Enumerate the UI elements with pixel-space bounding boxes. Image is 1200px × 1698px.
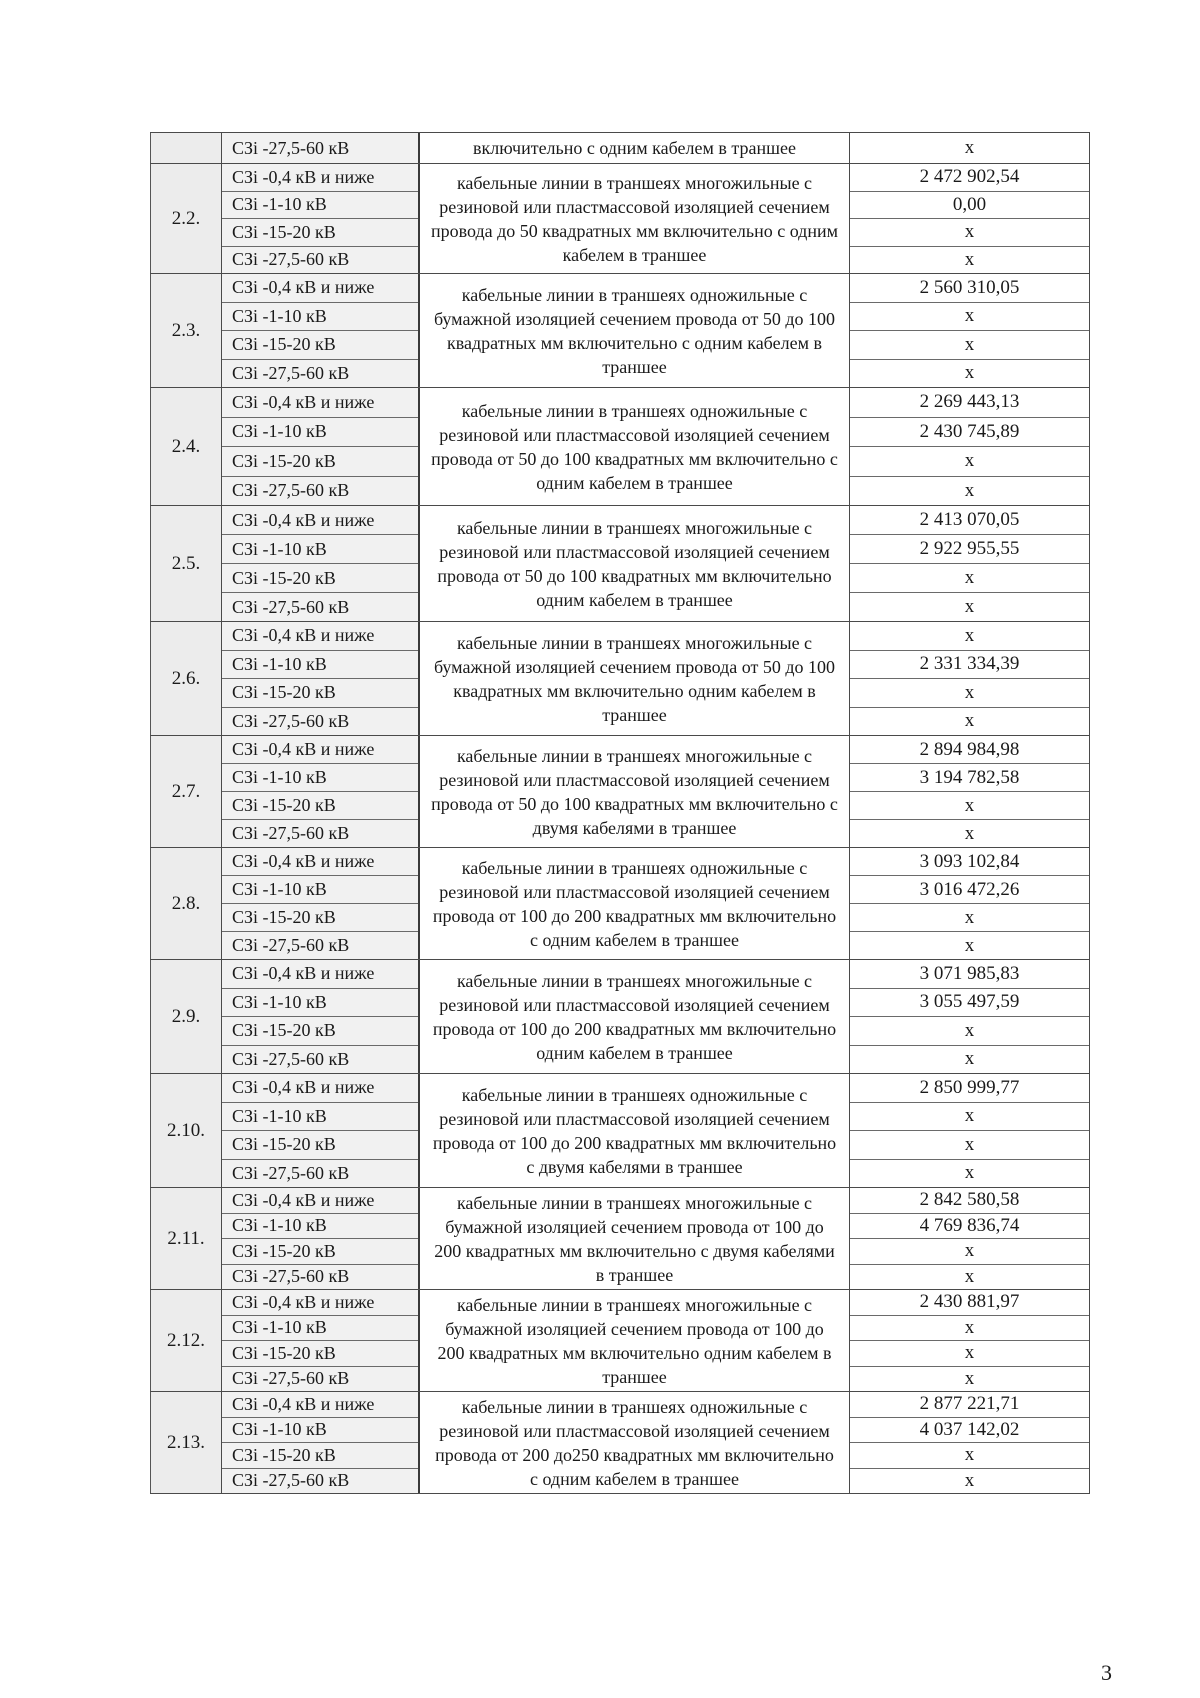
tariff-value: х bbox=[850, 447, 1089, 477]
voltage-level: СЗі -27,5-60 кВ bbox=[222, 593, 418, 621]
tariff-values bbox=[850, 1074, 1090, 1187]
voltage-level: СЗі -15-20 кВ bbox=[222, 564, 418, 593]
voltage-levels bbox=[222, 622, 420, 735]
voltage-level: СЗі -15-20 кВ bbox=[222, 447, 418, 477]
voltage-level: СЗі -15-20 кВ bbox=[222, 1443, 418, 1469]
table-body bbox=[150, 164, 1090, 1494]
tariff-value: х bbox=[850, 1103, 1089, 1132]
voltage-level: СЗі -15-20 кВ bbox=[222, 1239, 418, 1265]
tariff-value: 2 850 999,77 bbox=[850, 1074, 1089, 1103]
voltage-level: СЗі -27,5-60 кВ bbox=[222, 477, 418, 506]
voltage-level: СЗі -1-10 кВ bbox=[222, 1103, 418, 1132]
item-number: 2.7. bbox=[150, 736, 222, 847]
voltage-level: СЗі -15-20 кВ bbox=[222, 1017, 418, 1046]
voltage-level: СЗі -0,4 кВ и ниже bbox=[222, 622, 418, 651]
item-description: кабельные линии в траншеях одножильные с бумажной изоляцией сечением провода от 50 до 100 квадратных мм включительно с одним кабелем в траншее bbox=[420, 274, 850, 387]
tariff-value: 0,00 bbox=[850, 192, 1089, 220]
item-description: кабельные линии в траншеях многожильные с резиновой или пластмассовой изоляцией сечением провода от 100 до 200 квадратных мм включительно одним кабелем в траншее bbox=[420, 960, 850, 1073]
tariff-value: х bbox=[850, 679, 1089, 708]
table-row-continuation bbox=[150, 132, 1090, 164]
tariff-values bbox=[850, 848, 1090, 959]
item-description: кабельные линии в траншеях многожильные с резиновой или пластмассовой изоляцией сечением провода от 50 до 100 квадратных мм включительно с двумя кабелями в траншее bbox=[420, 736, 850, 847]
tariff-value: 4 769 836,74 bbox=[850, 1214, 1089, 1240]
voltage-levels bbox=[222, 506, 420, 621]
table-row-group bbox=[150, 164, 1090, 274]
item-number: 2.2. bbox=[150, 164, 222, 273]
tariff-value: 2 877 221,71 bbox=[850, 1392, 1089, 1418]
item-description: кабельные линии в траншеях многожильные с бумажной изоляцией сечением провода от 100 до 200 квадратных мм включительно одним кабелем в траншее bbox=[420, 1290, 850, 1391]
tariff-value: х bbox=[850, 303, 1089, 332]
voltage-level: СЗі -1-10 кВ bbox=[222, 989, 418, 1018]
voltage-levels bbox=[222, 164, 420, 273]
voltage-level: СЗі -1-10 кВ bbox=[222, 764, 418, 792]
voltage-level: СЗі -0,4 кВ и ниже bbox=[222, 388, 418, 418]
tariff-value: х bbox=[964, 362, 975, 384]
voltage-level: СЗі -1-10 кВ bbox=[222, 1316, 418, 1342]
voltage-level: СЗі -15-20 кВ bbox=[222, 1131, 418, 1160]
tariff-values bbox=[850, 960, 1090, 1073]
tariff-value: 3 055 497,59 bbox=[850, 989, 1089, 1018]
item-number: 2.12. bbox=[150, 1290, 222, 1391]
tariff-value: х bbox=[850, 622, 1089, 651]
voltage-levels bbox=[222, 1074, 420, 1187]
voltage-levels bbox=[222, 274, 420, 387]
tariff-value: 2 560 310,05 bbox=[850, 274, 1089, 303]
voltage-level: СЗі -27,5-60 кВ bbox=[222, 1265, 418, 1290]
voltage-levels bbox=[222, 736, 420, 847]
voltage-level: СЗі -1-10 кВ bbox=[222, 303, 418, 332]
tariff-value: х bbox=[850, 1443, 1089, 1469]
voltage-level: СЗі -1-10 кВ bbox=[222, 192, 418, 220]
voltage-levels bbox=[222, 848, 420, 959]
tariff-value: х bbox=[964, 1469, 975, 1491]
tariff-value: 4 037 142,02 bbox=[850, 1418, 1089, 1444]
voltage-level: СЗі -0,4 кВ и ниже bbox=[222, 736, 418, 764]
tariff-value: х bbox=[850, 219, 1089, 247]
tariff-values bbox=[850, 388, 1090, 505]
voltage-level: СЗі -1-10 кВ bbox=[222, 876, 418, 904]
voltage-level: СЗі -1-10 кВ bbox=[222, 535, 418, 564]
voltage-level: СЗі -27,5-60 кВ bbox=[222, 932, 418, 959]
voltage-level: СЗі -0,4 кВ и ниже bbox=[222, 1392, 418, 1418]
voltage-levels bbox=[222, 1188, 420, 1289]
voltage-level: СЗі -27,5-60 кВ bbox=[222, 360, 418, 388]
voltage-levels bbox=[222, 133, 420, 163]
table-row-group bbox=[150, 388, 1090, 506]
voltage-level: СЗі -15-20 кВ bbox=[222, 792, 418, 820]
tariff-value: х bbox=[850, 1017, 1089, 1046]
tariff-value: х bbox=[964, 1048, 975, 1070]
table-row-group bbox=[150, 848, 1090, 960]
item-number: 2.11. bbox=[150, 1188, 222, 1289]
tariff-value: х bbox=[964, 137, 975, 158]
voltage-level: СЗі -27,5-60 кВ bbox=[222, 708, 418, 736]
voltage-level: СЗі -0,4 кВ и ниже bbox=[222, 506, 418, 535]
voltage-level: СЗі -15-20 кВ bbox=[222, 679, 418, 708]
table-row-group bbox=[150, 622, 1090, 736]
tariff-value: х bbox=[850, 564, 1089, 593]
item-description: кабельные линии в траншеях одножильные с резиновой или пластмассовой изоляцией сечением провода от 100 до 200 квадратных мм включительно с одним кабелем в траншее bbox=[420, 848, 850, 959]
voltage-level: СЗі -27,5-60 кВ bbox=[222, 247, 418, 274]
tariff-value: 3 016 472,26 bbox=[850, 876, 1089, 904]
tariff-value: 2 413 070,05 bbox=[850, 506, 1089, 535]
tariff-values bbox=[850, 622, 1090, 735]
item-number: 2.6. bbox=[150, 622, 222, 735]
voltage-level: СЗі -1-10 кВ bbox=[222, 1418, 418, 1444]
tariff-values bbox=[850, 1290, 1090, 1391]
tariff-value: х bbox=[850, 1131, 1089, 1160]
tariff-value: 2 894 984,98 bbox=[850, 736, 1089, 764]
tariff-value: х bbox=[850, 1341, 1089, 1367]
table-row-group bbox=[150, 1074, 1090, 1188]
tariff-value: х bbox=[850, 904, 1089, 932]
tariff-value: х bbox=[964, 934, 975, 956]
tariff-value: х bbox=[964, 710, 975, 732]
item-number: 2.4. bbox=[150, 388, 222, 505]
voltage-level: СЗі -1-10 кВ bbox=[222, 651, 418, 680]
voltage-level: СЗі -0,4 кВ и ниже bbox=[222, 960, 418, 989]
item-number: 2.8. bbox=[150, 848, 222, 959]
tariff-value: 2 430 881,97 bbox=[850, 1290, 1089, 1316]
tariff-value: х bbox=[850, 1239, 1089, 1265]
tariff-values bbox=[850, 736, 1090, 847]
item-number: 2.13. bbox=[150, 1392, 222, 1493]
item-description: кабельные линии в траншеях многожильные с резиновой или пластмассовой изоляцией сечением провода от 50 до 100 квадратных мм включительно одним кабелем в траншее bbox=[420, 506, 850, 621]
tariff-value: х bbox=[964, 479, 975, 501]
voltage-levels bbox=[222, 1290, 420, 1391]
item-description: кабельные линии в траншеях многожильные с бумажной изоляцией сечением провода от 50 до 100 квадратных мм включительно одним кабелем в траншее bbox=[420, 622, 850, 735]
item-description: кабельные линии в траншеях одножильные с резиновой или пластмассовой изоляцией сечением провода от 100 до 200 квадратных мм включительно с двумя кабелями в траншее bbox=[420, 1074, 850, 1187]
tariff-value: 2 922 955,55 bbox=[850, 535, 1089, 564]
item-number: 2.9. bbox=[150, 960, 222, 1073]
table-row-group bbox=[150, 274, 1090, 388]
table-row-group bbox=[150, 736, 1090, 848]
item-description: кабельные линии в траншеях многожильные с резиновой или пластмассовой изоляцией сечением провода до 50 квадратных мм включительно с одним кабелем в траншее bbox=[420, 164, 850, 273]
tariff-value: х bbox=[964, 1367, 975, 1389]
tariff-values bbox=[850, 506, 1090, 621]
tariff-value: х bbox=[964, 1265, 975, 1287]
voltage-level: СЗі -27,5-60 кВ bbox=[222, 1469, 418, 1494]
table-row-group bbox=[150, 1290, 1090, 1392]
voltage-level: СЗі -1-10 кВ bbox=[222, 418, 418, 448]
tariff-value: 3 093 102,84 bbox=[850, 848, 1089, 876]
voltage-level: СЗі -0,4 кВ и ниже bbox=[222, 848, 418, 876]
item-number: 2.3. bbox=[150, 274, 222, 387]
tariff-value: х bbox=[964, 248, 975, 270]
item-description: кабельные линии в траншеях одножильные с резиновой или пластмассовой изоляцией сечением провода от 50 до 100 квадратных мм включительно с одним кабелем в траншее bbox=[420, 388, 850, 505]
voltage-level: СЗі -1-10 кВ bbox=[222, 1214, 418, 1240]
tariff-values bbox=[850, 133, 1090, 163]
item-description: включительно с одним кабелем в траншее bbox=[420, 133, 850, 163]
table-row-group bbox=[150, 1392, 1090, 1494]
tariff-value: 2 472 902,54 bbox=[850, 164, 1089, 192]
tariff-values bbox=[850, 1392, 1090, 1493]
tariff-value: 2 269 443,13 bbox=[850, 388, 1089, 418]
voltage-level: СЗі -15-20 кВ bbox=[222, 1341, 418, 1367]
tariff-value: х bbox=[964, 1162, 975, 1184]
tariff-value: х bbox=[964, 822, 975, 844]
tariff-value: х bbox=[850, 1316, 1089, 1342]
tariff-value: 2 331 334,39 bbox=[850, 651, 1089, 680]
voltage-level: СЗі -15-20 кВ bbox=[222, 219, 418, 247]
voltage-level: СЗі -27,5-60 кВ bbox=[222, 1367, 418, 1392]
item-number bbox=[150, 133, 222, 163]
tariff-value: х bbox=[964, 596, 975, 617]
table-row-group bbox=[150, 960, 1090, 1074]
tariff-value: х bbox=[850, 331, 1089, 360]
item-number: 2.5. bbox=[150, 506, 222, 621]
item-description: кабельные линии в траншеях многожильные с бумажной изоляцией сечением провода от 100 до 200 квадратных мм включительно с двумя кабелями в траншее bbox=[420, 1188, 850, 1289]
voltage-levels bbox=[222, 1392, 420, 1493]
table-row-group bbox=[150, 1188, 1090, 1290]
voltage-level: СЗі -27,5-60 кВ bbox=[222, 820, 418, 847]
voltage-level: СЗі -0,4 кВ и ниже bbox=[222, 1290, 418, 1316]
voltage-level: СЗі -0,4 кВ и ниже bbox=[222, 164, 418, 192]
voltage-level: СЗі -27,5-60 кВ bbox=[222, 1046, 418, 1074]
voltage-level: СЗі -0,4 кВ и ниже bbox=[222, 1188, 418, 1214]
voltage-level: СЗі -0,4 кВ и ниже bbox=[222, 274, 418, 303]
page-number: 3 bbox=[1101, 1660, 1112, 1685]
voltage-level: СЗі -27,5-60 кВ bbox=[222, 1160, 418, 1188]
tariff-values bbox=[850, 1188, 1090, 1289]
tariff-value: 2 430 745,89 bbox=[850, 418, 1089, 448]
item-number: 2.10. bbox=[150, 1074, 222, 1187]
voltage-level: СЗі -0,4 кВ и ниже bbox=[222, 1074, 418, 1103]
item-description: кабельные линии в траншеях одножильные с резиновой или пластмассовой изоляцией сечением провода от 200 до250 квадратных мм включительно с одним кабелем в траншее bbox=[420, 1392, 850, 1493]
tariff-value: 3 071 985,83 bbox=[850, 960, 1089, 989]
table-row-group bbox=[150, 506, 1090, 622]
voltage-level: СЗі -27,5-60 кВ bbox=[222, 133, 418, 163]
voltage-levels bbox=[222, 960, 420, 1073]
tariff-values bbox=[850, 274, 1090, 387]
voltage-level: СЗі -15-20 кВ bbox=[222, 331, 418, 360]
voltage-level: СЗі -15-20 кВ bbox=[222, 904, 418, 932]
tariff-value: 2 842 580,58 bbox=[850, 1188, 1089, 1214]
voltage-levels bbox=[222, 388, 420, 505]
tariff-value: 3 194 782,58 bbox=[850, 764, 1089, 792]
tariff-table bbox=[150, 132, 1090, 1614]
tariff-value: х bbox=[850, 792, 1089, 820]
tariff-values bbox=[850, 164, 1090, 273]
